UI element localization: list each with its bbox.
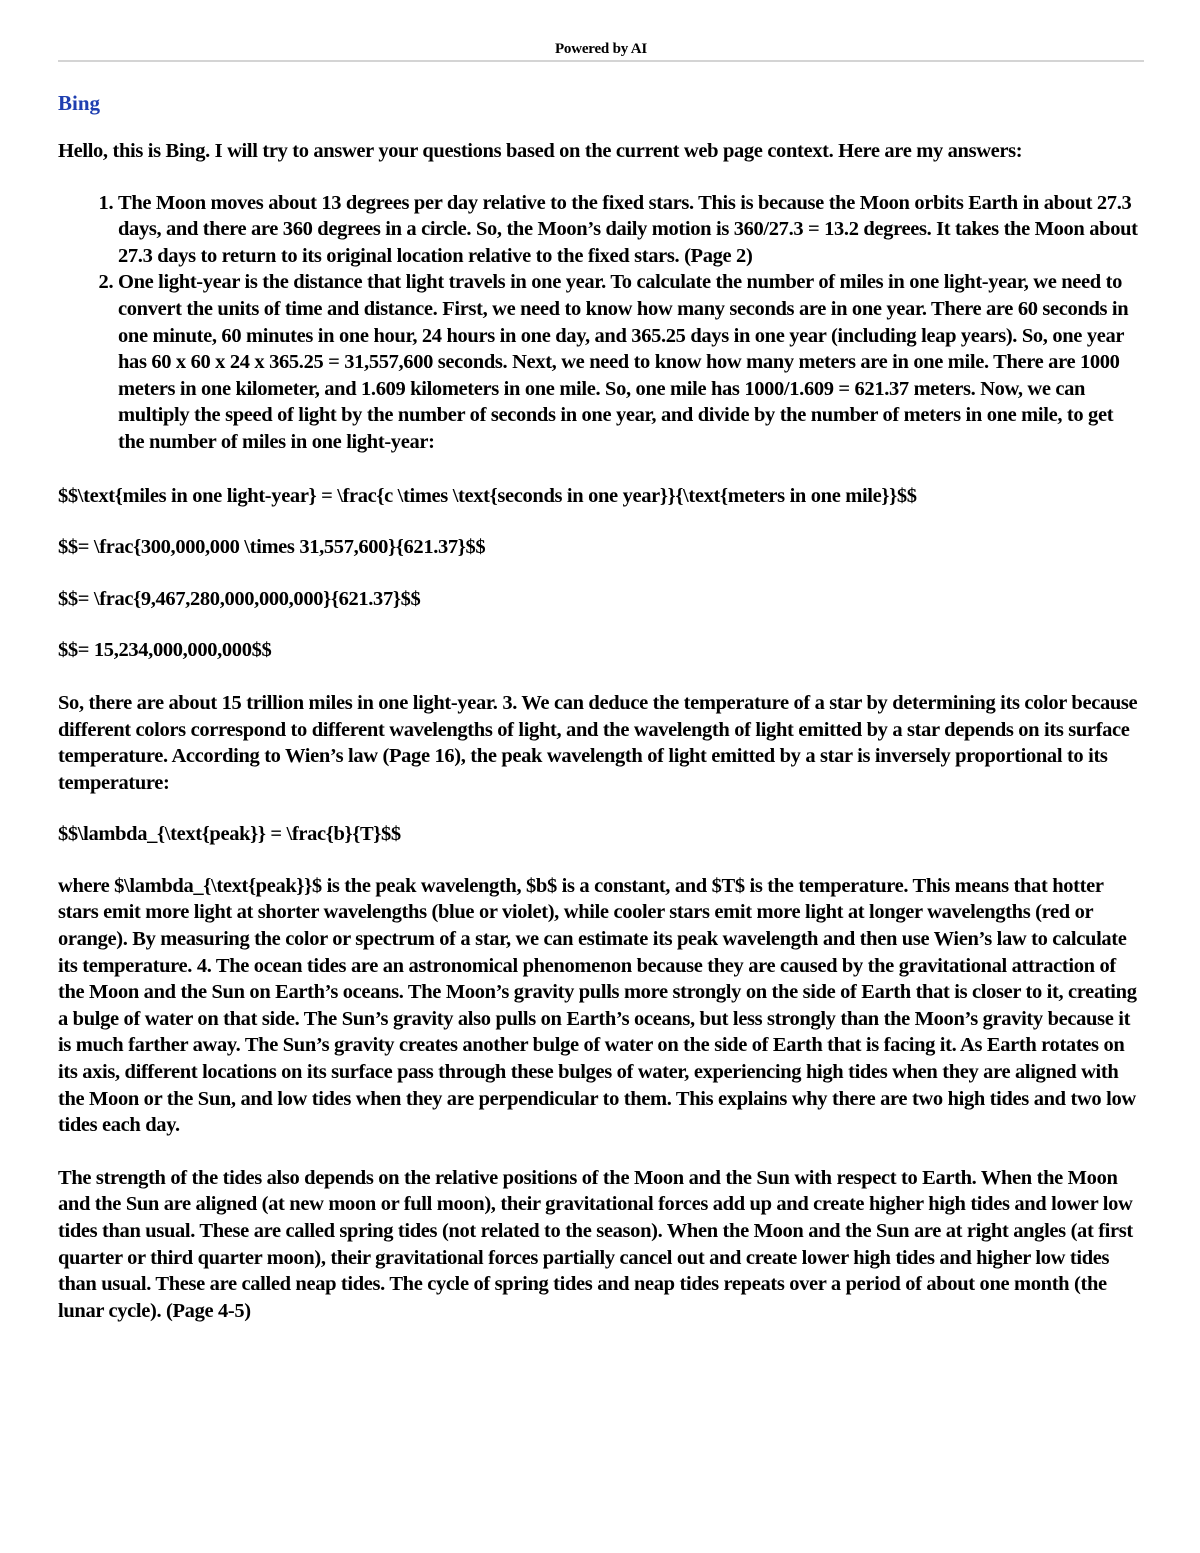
brand-heading: Bing (58, 91, 101, 115)
formula-line: $$= \frac{9,467,280,000,000,000}{621.37}$$ (58, 587, 421, 610)
formula-line: $$= 15,234,000,000,000$$ (58, 639, 272, 662)
wien-formula: $$\lambda_{\text{peak}} = \frac{b}{T}$$ (58, 823, 401, 846)
document-page (58, 40, 1144, 1324)
list-item: 1. The Moon moves about 13 degrees per day relative to the fixed stars. This is because the Moon orbits Earth in about 27.3 days, and there are 360 degrees in a circle. So, the Moon’s daily motion is 360/27.3 = 13.2 degrees. It takes the Moon about 27.3 days to return to its original location relative to the fixed stars. (Page 2) (118, 190, 1144, 270)
tides-paragraph: where $\lambda_{\text{peak}}$ is the peak wavelength, $b$ is a constant, and $T$ is the temperature. This means that hotter stars emit more light at shorter wavelengths (blue or violet), while cooler stars emit more light at longer wavelengths (red or orange). By measuring the color or spectrum of a star, we can estimate its peak wavelength and then use Wien’s law to calculate its temperature. 4. The ocean tides are an astronomical phenomenon because they are caused by the gravitational attraction of the Moon and the Sun on Earth’s oceans. The Moon’s gravity pulls more strongly on the side of Earth that is closer to it, creating a bulge of water on that side. The Sun’s gravity also pulls on Earth’s oceans, but less strongly than the Moon’s gravity because it is much farther away. The Sun’s gravity creates another bulge of water on the side of Earth that is facing it. As Earth rotates on its axis, different locations on its surface pass through these bulges of water, experiencing high tides when they are aligned with the Moon or the Sun, and low tides when they are perpendicular to them. This explains why there are two high tides and two low tides each day. (58, 874, 1137, 1137)
spring-tides-paragraph: The strength of the tides also depends on the relative positions of the Moon and the Sun with respect to Earth. When the Moon and the Sun are aligned (at new moon or full moon), their gravitational forces add up and create higher high tides and lower low tides than usual. These are called spring tides (not related to the season). When the Moon and the Sun are at right angles (at first quarter or third quarter moon), their gravitational forces partially cancel out and create lower high tides and higher low tides than usual. These are called neap tides. The cycle of spring tides and neap tides repeats over a period of about one month (the lunar cycle). (Page 4-5) (58, 1166, 1133, 1322)
formula-line: $$= \frac{300,000,000 \times 31,557,600}{621.37}$$ (58, 536, 486, 559)
intro-paragraph: Hello, this is Bing. I will try to answer your questions based on the current web page context. Here are my answers: (58, 140, 1023, 162)
page-header: Powered by AI (58, 40, 1144, 62)
formula-line: $$\text{miles in one light-year} = \frac{c \times \text{seconds in one year}}{\text{meters in one mile}}$$ (58, 484, 917, 507)
color-temperature-paragraph: So, there are about 15 trillion miles in one light-year. 3. We can deduce the temperature of a star by determining its color because different colors correspond to different wavelengths of light, and the wavelength of light emitted by a star depends on its surface temperature. According to Wien’s law (Page 16), the peak wavelength of light emitted by a star is inversely proportional to its temperature: (58, 691, 1138, 794)
answers-list (58, 190, 1144, 456)
list-item: 2. One light-year is the distance that light travels in one year. To calculate the number of miles in one light-year, we need to convert the units of time and distance. First, we need to know how many seconds are in one year. There are 60 seconds in one minute, 60 minutes in one hour, 24 hours in one day, and 365.25 days in one year (including leap years). So, one year has 60 x 60 x 24 x 365.25 = 31,557,600 seconds. Next, we need to know how many meters are in one mile. There are 1000 meters in one kilometer, and 1.609 kilometers in one mile. So, one mile has 1000/1.609 = 621.37 meters. Now, we can multiply the speed of light by the number of seconds in one year, and divide by the number of meters in one mile, to get the number of miles in one light-year: (118, 269, 1144, 455)
